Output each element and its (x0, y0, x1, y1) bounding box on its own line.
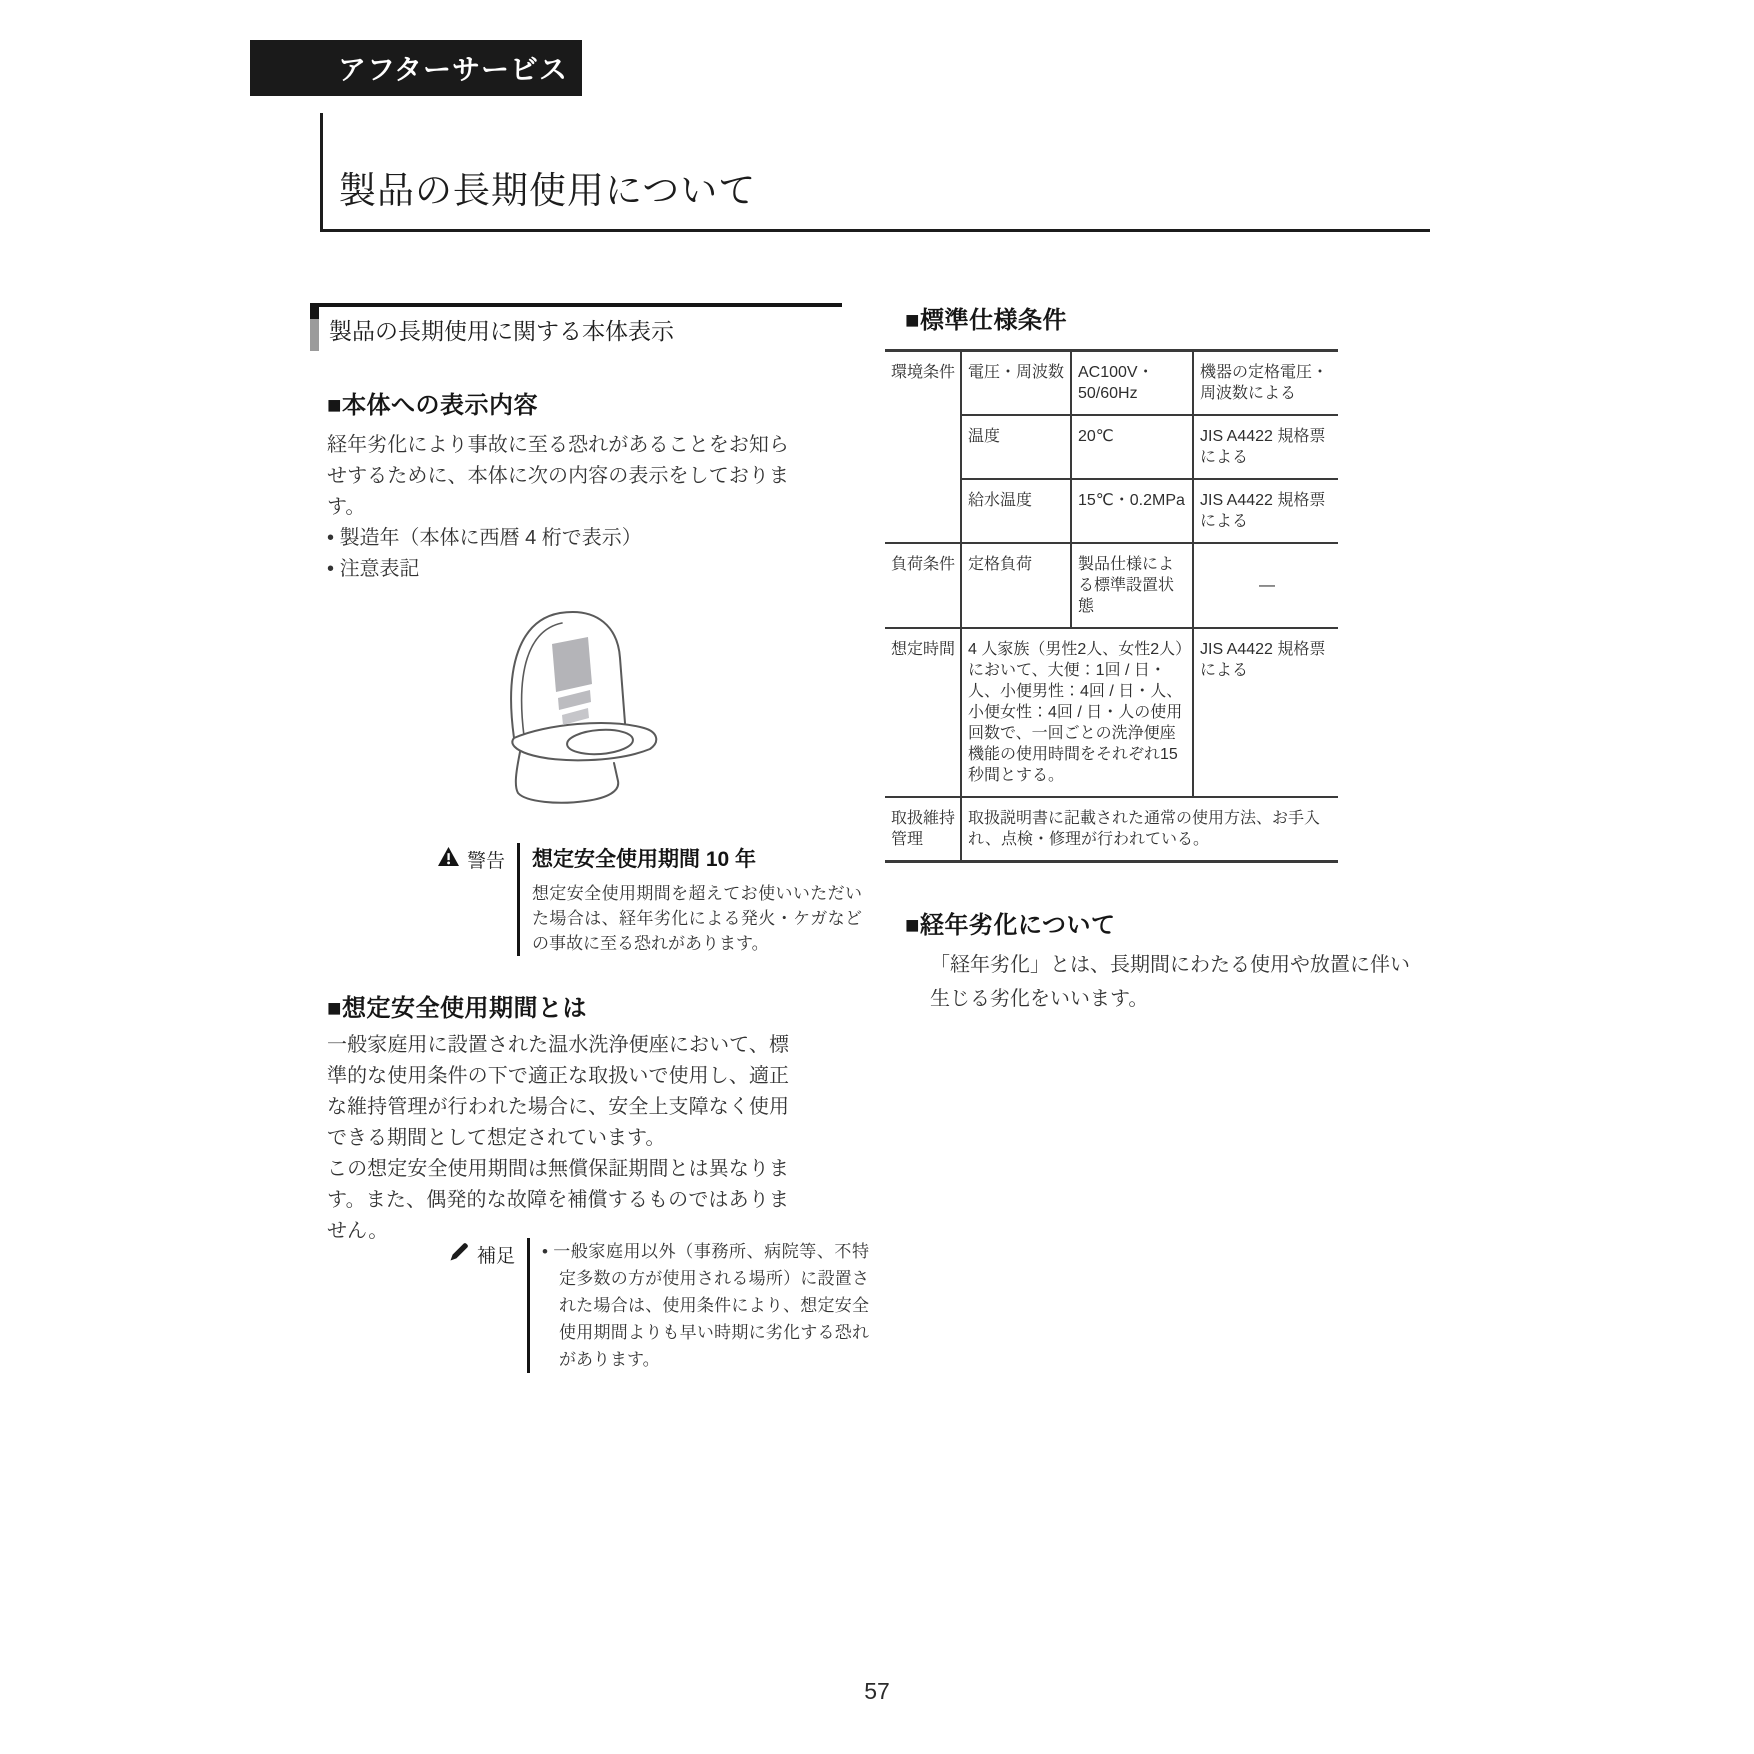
cell-item: 定格負荷 (961, 543, 1071, 628)
warning-callout (437, 843, 863, 956)
spec-table (885, 349, 1338, 863)
cell-value: 製品仕様による標準設置状態 (1071, 543, 1193, 628)
warning-word: 警告 (467, 851, 506, 872)
subheading-safe-use-period: ■想定安全使用期間とは (327, 995, 587, 1022)
cell-item: 温度 (961, 415, 1071, 479)
aging-body-text: 「経年劣化」とは、長期間にわたる使用や放置に伴い生じる劣化をいいます。 (930, 954, 1410, 1010)
cell-category: 負荷条件 (885, 543, 961, 628)
safe-use-paragraph-1: 一般家庭用に設置された温水洗浄便座において、標準的な使用条件の下で適正な取扱いで使用し、適正な維持管理が行われた場合に、安全上支障なく使用できる期間として想定されています。 (327, 1034, 789, 1149)
warning-title: 想定安全使用期間 10 年 (532, 848, 757, 871)
display-intro-paragraph (327, 430, 789, 523)
warning-body: 想定安全使用期間を超えてお使いいただいた場合は、経年劣化による発火・ケガなどの事故に至る恐れがあります。 (532, 884, 863, 953)
safe-use-paragraph-2: この想定安全使用期間は無償保証期間とは異なります。また、偶発的な故障を補償するものではありません。 (327, 1158, 789, 1242)
lid-caution-label (552, 637, 592, 692)
cell-value: 15℃・0.2MPa (1071, 479, 1193, 543)
table-row (885, 543, 1338, 628)
note-content (542, 1238, 869, 1373)
cell-value: AC100V・50/60Hz (1071, 351, 1193, 416)
safe-use-paragraphs (327, 1030, 789, 1247)
display-bullet-list (327, 523, 789, 585)
page-number: 57 (864, 1678, 890, 1704)
warning-divider-bar (517, 843, 520, 956)
table-row (885, 351, 1338, 416)
warning-label-group (437, 843, 505, 956)
cell-category: 環境条件 (885, 351, 961, 544)
cell-description: 取扱説明書に記載された通常の使用方法、お手入れ、点検・修理が行われている。 (961, 797, 1338, 862)
cell-standard: 機器の定格電圧・周波数による (1193, 351, 1338, 416)
cell-description: 4 人家族（男性2人、女性2人）において、大便：1回 / 日・人、小便男性：4回 / 日・人、小便女性：4回 / 日・人の使用回数で、一回ごとの洗浄便座機能の使用時間をそれぞれ15 秒間とする。 (961, 628, 1193, 797)
cell-item: 電圧・周波数 (961, 351, 1071, 416)
heading-accent-black (310, 307, 319, 319)
table-row (885, 628, 1338, 797)
cell-standard: JIS A4422 規格票による (1193, 628, 1338, 797)
subheading-display-content: ■本体への表示内容 (327, 392, 538, 419)
note-divider-bar (527, 1238, 530, 1373)
cell-value: 20℃ (1071, 415, 1193, 479)
warning-content (532, 843, 862, 956)
heading-accent-gray (310, 319, 319, 351)
pencil-icon (448, 1241, 470, 1263)
cell-category: 想定時間 (885, 628, 961, 797)
list-item: • 製造年（本体に西暦 4 桁で表示） (327, 523, 789, 554)
list-item: • 注意表記 (327, 554, 789, 585)
title-vertical-rule (320, 113, 323, 231)
note-label-group (448, 1238, 515, 1373)
section-heading-text: 製品の長期使用に関する本体表示 (329, 318, 674, 344)
subheading-aging: ■経年劣化について (905, 912, 1116, 939)
page-title: 製品の長期使用について (339, 170, 757, 211)
cell-category: 取扱維持管理 (885, 797, 961, 862)
note-callout (448, 1238, 870, 1373)
cell-standard: JIS A4422 規格票による (1193, 415, 1338, 479)
cell-standard: JIS A4422 規格票による (1193, 479, 1338, 543)
table-row (885, 797, 1338, 862)
toilet-illustration (462, 596, 662, 808)
section-heading-box (310, 303, 842, 346)
cell-standard: — (1193, 543, 1338, 628)
chapter-tab (250, 40, 582, 96)
toilet-line-art (462, 596, 662, 808)
display-intro-text: 経年劣化により事故に至る恐れがあることをお知らせするために、本体に次の内容の表示をしております。 (327, 434, 789, 518)
subheading-standard-spec: ■標準仕様条件 (905, 307, 1067, 334)
note-bullet-text: • 一般家庭用以外（事務所、病院等、不特定多数の方が使用される場所）に設置された場合は、使用条件により、想定安全使用期間よりも早い時期に劣化する恐れがあります。 (542, 1238, 869, 1373)
title-horizontal-rule (320, 229, 1430, 232)
warning-triangle-icon (437, 846, 460, 867)
note-word: 補足 (477, 1246, 516, 1267)
chapter-tab-label: アフターサービス (338, 54, 569, 85)
cell-item: 給水温度 (961, 479, 1071, 543)
